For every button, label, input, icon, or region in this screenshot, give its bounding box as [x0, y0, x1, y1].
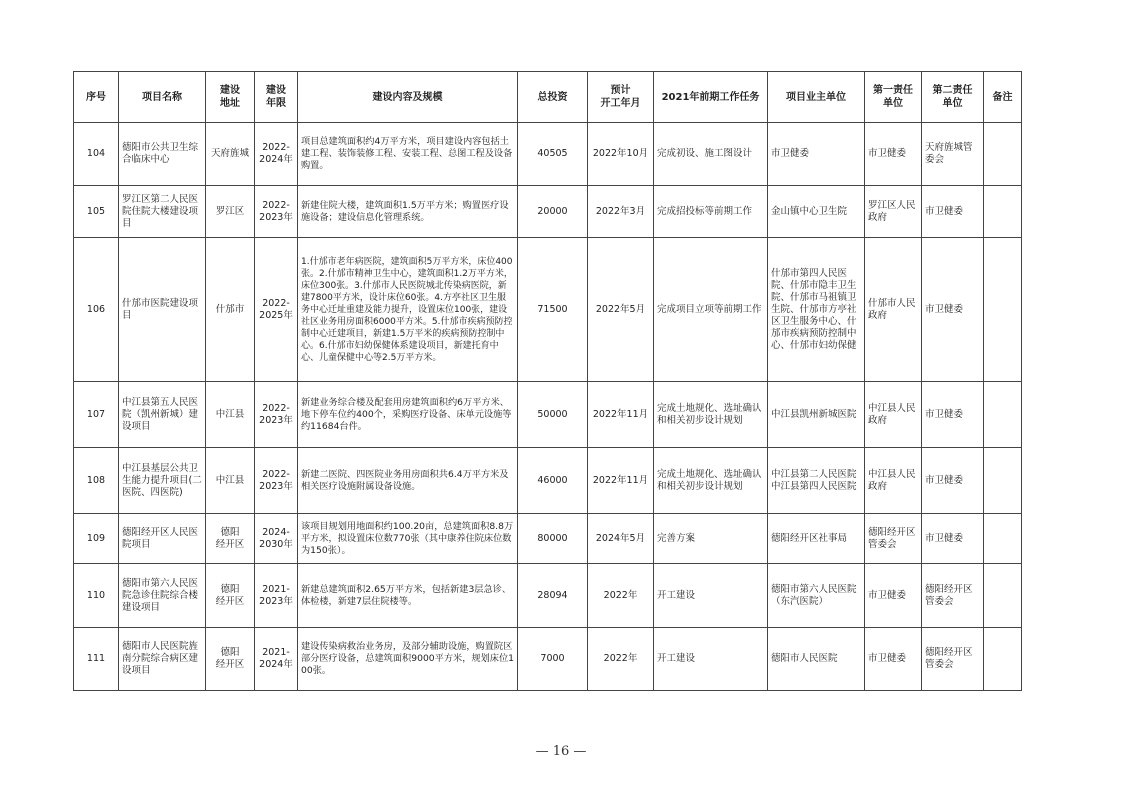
table-row: [74, 123, 1022, 186]
cell-owner: 中江县第二人民医院中江县第四人民医院: [768, 448, 865, 514]
cell-content: 建设传染病救治业务房，及部分辅助设施，购置院区部分医疗设备，总建筑面积9000平方米，规划床位100张。: [298, 628, 518, 691]
table-row: [74, 628, 1022, 691]
header-location: 建设 地址: [206, 72, 255, 123]
cell-remarks: [984, 448, 1022, 514]
cell-owner: 德阳市第六人民医院（东汽医院）: [768, 564, 865, 628]
header-name: 项目名称: [119, 72, 206, 123]
table-row: [74, 514, 1022, 564]
cell-second: 市卫健委: [922, 238, 984, 382]
cell-start: 2022年11月: [588, 382, 654, 448]
cell-task: 完成项目立项等前期工作: [654, 238, 768, 382]
cell-period: 2021- 2024年: [255, 628, 298, 691]
cell-second: 市卫健委: [922, 514, 984, 564]
header-content: 建设内容及规模: [298, 72, 518, 123]
table-row: [74, 564, 1022, 628]
cell-location: 中江县: [206, 448, 255, 514]
cell-remarks: [984, 514, 1022, 564]
cell-second: 德阳经开区管委会: [922, 628, 984, 691]
cell-period: 2024- 2030年: [255, 514, 298, 564]
cell-no: 108: [74, 448, 119, 514]
cell-owner: 什邡市第四人民医院、什邡市隐丰卫生院、什邡市马祖镇卫生院、什邡市方亭社区卫生服务中心、什邡市疾病预防控制中心、什邡市妇幼保健: [768, 238, 865, 382]
cell-start: 2022年3月: [588, 186, 654, 238]
cell-content: 新建住院大楼，建筑面积1.5万平方米；购置医疗设施设备；建设信息化管理系统。: [298, 186, 518, 238]
cell-content: 该项目规划用地面积约100.20亩，总建筑面积8.8万平方米，拟设置床位数770张（其中康养住院床位数为150张）。: [298, 514, 518, 564]
cell-content: 1.什邡市老年病医院，建筑面积5万平方米，床位400张。2.什邡市精神卫生中心，建筑面积1.2万平方米，床位300张。3.什邡市人民医院城北传染病医院，新建7800平方米，设计床位60张。4.方亭社区卫生服务中心迁址重建及能力提升，设置床位100张，建设社区业务用房面积6000平方米。5.什邡市疾病预防控制中心迁建项目，新建1.5万平米的疾病预防控制中心。6.什邡市妇幼保健体系建设项目，新建托育中心、儿童保健中心等2.5万平方米。: [298, 238, 518, 382]
cell-location: 罗江区: [206, 186, 255, 238]
table-header-row: [74, 72, 1022, 123]
cell-period: 2022- 2023年: [255, 382, 298, 448]
cell-first: 市卫健委: [865, 564, 922, 628]
cell-remarks: [984, 123, 1022, 186]
cell-location: 德阳 经开区: [206, 628, 255, 691]
cell-start: 2024年5月: [588, 514, 654, 564]
cell-no: 107: [74, 382, 119, 448]
cell-content: 项目总建筑面积约4万平方米，项目建设内容包括土建工程、装饰装修工程、安装工程、总图工程及设备购置。: [298, 123, 518, 186]
cell-first: 市卫健委: [865, 628, 922, 691]
cell-period: 2022- 2023年: [255, 186, 298, 238]
table-row: [74, 238, 1022, 382]
cell-name: 罗江区第二人民医院住院大楼建设项目: [119, 186, 206, 238]
cell-name: 德阳市第六人民医院急诊住院综合楼建设项目: [119, 564, 206, 628]
cell-investment: 71500: [518, 238, 588, 382]
header-period: 建设 年限: [255, 72, 298, 123]
cell-first: 什邡市人民政府: [865, 238, 922, 382]
cell-second: 德阳经开区管委会: [922, 564, 984, 628]
header-no: 序号: [74, 72, 119, 123]
cell-first: 中江县人民政府: [865, 448, 922, 514]
cell-start: 2022年11月: [588, 448, 654, 514]
cell-owner: 金山镇中心卫生院: [768, 186, 865, 238]
cell-investment: 50000: [518, 382, 588, 448]
cell-location: 中江县: [206, 382, 255, 448]
cell-no: 106: [74, 238, 119, 382]
cell-task: 开工建设: [654, 628, 768, 691]
cell-second: 市卫健委: [922, 186, 984, 238]
cell-task: 完成土地规化、选址确认和相关初步设计规划: [654, 448, 768, 514]
cell-no: 111: [74, 628, 119, 691]
cell-period: 2021- 2023年: [255, 564, 298, 628]
cell-remarks: [984, 186, 1022, 238]
cell-investment: 7000: [518, 628, 588, 691]
cell-content: 新建二医院、四医院业务用房面积共6.4万平方米及相关医疗设施附属设备设施。: [298, 448, 518, 514]
cell-investment: 20000: [518, 186, 588, 238]
header-first: 第一责任 单位: [865, 72, 922, 123]
cell-location: 德阳 经开区: [206, 564, 255, 628]
cell-remarks: [984, 382, 1022, 448]
table-row: [74, 382, 1022, 448]
header-second: 第二责任 单位: [922, 72, 984, 123]
cell-location: 德阳 经开区: [206, 514, 255, 564]
header-start: 预计 开工年月: [588, 72, 654, 123]
cell-no: 104: [74, 123, 119, 186]
table-row: [74, 448, 1022, 514]
cell-investment: 46000: [518, 448, 588, 514]
cell-content: 新建业务综合楼及配套用房建筑面积约6万平方米、地下停车位约400个，采购医疗设备、床单元设施等约11684台件。: [298, 382, 518, 448]
cell-first: 德阳经开区管委会: [865, 514, 922, 564]
cell-owner: 市卫健委: [768, 123, 865, 186]
page-number: — 16 —: [535, 744, 587, 759]
cell-remarks: [984, 628, 1022, 691]
cell-content: 新建总建筑面积2.65万平方米，包括新建3层急诊、体检楼，新建7层住院楼等。: [298, 564, 518, 628]
cell-name: 中江县第五人民医院（凯州新城）建设项目: [119, 382, 206, 448]
cell-second: 市卫健委: [922, 382, 984, 448]
header-remarks: 备注: [984, 72, 1022, 123]
cell-start: 2022年: [588, 628, 654, 691]
cell-period: 2022- 2025年: [255, 238, 298, 382]
cell-task: 完成土地规化、选址确认和相关初步设计规划: [654, 382, 768, 448]
cell-name: 德阳市公共卫生综合临床中心: [119, 123, 206, 186]
cell-task: 完成招投标等前期工作: [654, 186, 768, 238]
header-task: 2021年前期工作任务: [654, 72, 768, 123]
cell-start: 2022年10月: [588, 123, 654, 186]
cell-investment: 28094: [518, 564, 588, 628]
cell-second: 市卫健委: [922, 448, 984, 514]
cell-investment: 80000: [518, 514, 588, 564]
cell-name: 德阳市人民医院旌南分院综合病区建设项目: [119, 628, 206, 691]
cell-owner: 德阳市人民医院: [768, 628, 865, 691]
cell-start: 2022年: [588, 564, 654, 628]
cell-location: 什邡市: [206, 238, 255, 382]
cell-start: 2022年5月: [588, 238, 654, 382]
cell-owner: 中江县凯州新城医院: [768, 382, 865, 448]
cell-first: 市卫健委: [865, 123, 922, 186]
cell-remarks: [984, 564, 1022, 628]
cell-first: 罗江区人民政府: [865, 186, 922, 238]
cell-name: 什邡市医院建设项目: [119, 238, 206, 382]
header-owner: 项目业主单位: [768, 72, 865, 123]
cell-second: 天府旌城管委会: [922, 123, 984, 186]
table-row: [74, 186, 1022, 238]
cell-no: 109: [74, 514, 119, 564]
cell-task: 完善方案: [654, 514, 768, 564]
cell-owner: 德阳经开区社事局: [768, 514, 865, 564]
cell-no: 105: [74, 186, 119, 238]
cell-location: 天府旌城: [206, 123, 255, 186]
cell-first: 中江县人民政府: [865, 382, 922, 448]
cell-investment: 40505: [518, 123, 588, 186]
cell-name: 德阳经开区人民医院项目: [119, 514, 206, 564]
project-table: [73, 71, 1022, 691]
cell-name: 中江县基层公共卫生能力提升项目(二医院、四医院): [119, 448, 206, 514]
cell-task: 开工建设: [654, 564, 768, 628]
cell-task: 完成初设、施工图设计: [654, 123, 768, 186]
cell-remarks: [984, 238, 1022, 382]
cell-period: 2022- 2023年: [255, 448, 298, 514]
cell-period: 2022- 2024年: [255, 123, 298, 186]
cell-no: 110: [74, 564, 119, 628]
header-investment: 总投资: [518, 72, 588, 123]
